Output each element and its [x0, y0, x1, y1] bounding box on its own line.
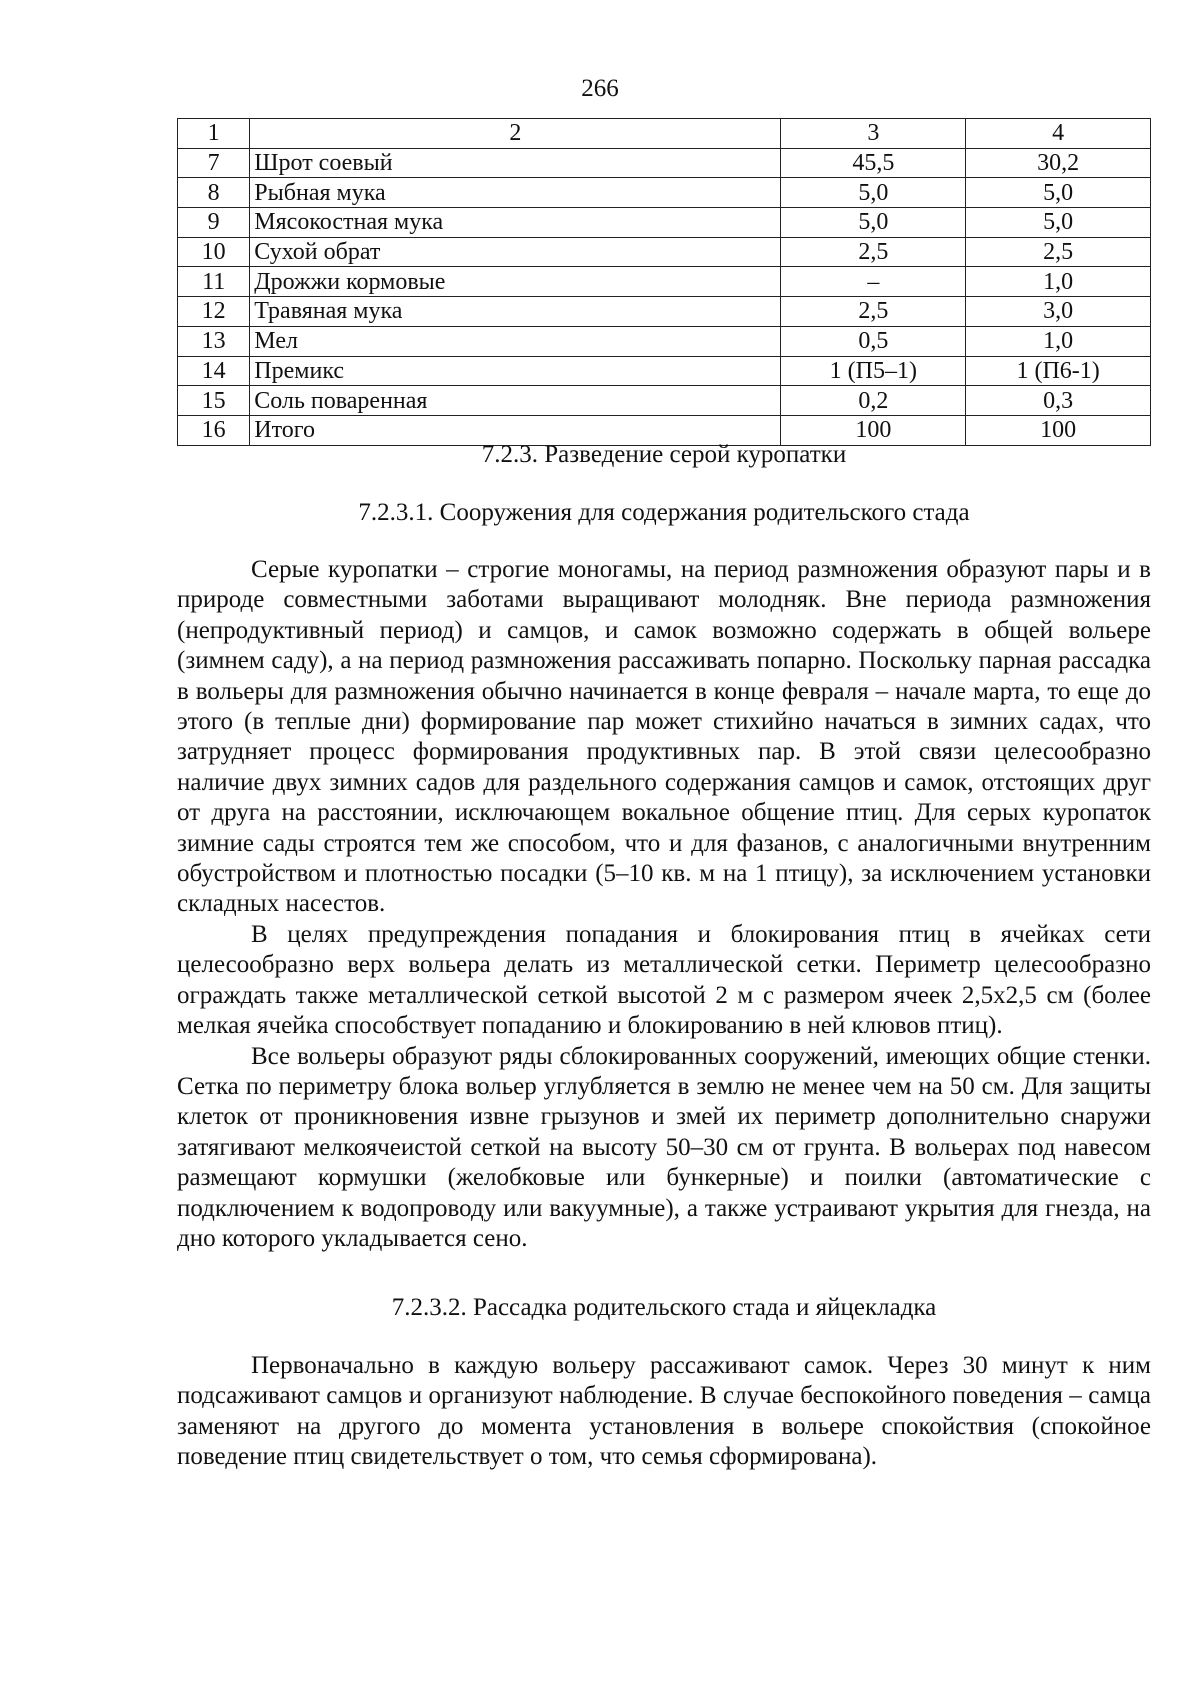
table-cell: Мел: [250, 326, 781, 356]
table-cell: 5,0: [966, 178, 1151, 208]
table-cell: –: [781, 267, 966, 297]
table-cell: 16: [178, 415, 250, 445]
table-row: [178, 237, 1151, 267]
table-cell: Мясокостная мука: [250, 208, 781, 238]
header-cell-3: 3: [781, 119, 966, 149]
table-row: [178, 208, 1151, 238]
table-cell: 14: [178, 356, 250, 386]
table-cell: 10: [178, 237, 250, 267]
table-cell: 2,5: [781, 297, 966, 327]
table-cell: 8: [178, 178, 250, 208]
table-cell: Шрот соевый: [250, 148, 781, 178]
table-cell: Травяная мука: [250, 297, 781, 327]
table-cell: 1,0: [966, 326, 1151, 356]
table-cell: 0,5: [781, 326, 966, 356]
table-cell: 13: [178, 326, 250, 356]
paragraph: В целях предупреждения попадания и блокирования птиц в ячейках сети целесообразно верх вольера делать из металлической сетки. Периметр целесообразно ограждать также металлической сеткой высотой 2 м с размером ячеек 2,5х2,5 см (более мелкая ячейка способствует попаданию и блокированию в ней клювов птиц).: [177, 920, 1151, 1040]
table-cell: Рыбная мука: [250, 178, 781, 208]
subsection-1-title: 7.2.3.1. Сооружения для содержания родительского стада: [358, 499, 970, 526]
table-row: [178, 297, 1151, 327]
table-cell: 2,5: [966, 237, 1151, 267]
table-header-row: [178, 119, 1151, 149]
table-cell: 1 (П6-1): [966, 356, 1151, 386]
table-row: [178, 148, 1151, 178]
table-row: [178, 386, 1151, 416]
table-cell: Итого: [250, 415, 781, 445]
table-cell: 9: [178, 208, 250, 238]
table-row: [178, 267, 1151, 297]
paragraph: Все вольеры образуют ряды сблокированных сооружений, имеющих общие стенки. Сетка по периметру блока вольер углубляется в землю не менее чем на 50 см. Для защиты клеток от проникновения извне грызунов и змей их периметр дополнительно снаружи затягивают мелкоячеистой сеткой на высоту 50–30 см от грунта. В вольерах под навесом размещают кормушки (желобковые или бункерные) и поилки (автоматические с подключением к водопроводу или вакуумные), а также устраивают укрытия для гнезда, на дно которого укладывается сено.: [177, 1042, 1151, 1252]
paragraph: Серые куропатки – строгие моногамы, на период размножения образуют пары и в природе совместными заботами выращивают молодняк. Вне периода размножения (непродуктивный период) и самцов, и самок возможно содержать в общей вольере (зимнем саду), а на период размножения рассаживать попарно. Поскольку парная рассадка в вольеры для размножения обычно начинается в конце февраля – начале марта, то еще до этого (в теплые дни) формирование пар может стихийно начаться в зимних садах, что затрудняет процесс формирования продуктивных пар. В этой связи целесообразно наличие двух зимних садов для раздельного содержания самцов и самок, отстоящих друг от друга на расстоянии, исключающем вокальное общение птиц. Для серых куропаток зимние сады строятся тем же способом, что и для фазанов, с аналогичными внутренним обустройством и плотностью посадки (5–10 кв. м на 1 птицу), за исключением установки складных насестов.: [177, 556, 1151, 918]
table-cell: Премикс: [250, 356, 781, 386]
table-cell: 30,2: [966, 148, 1151, 178]
paragraph: Первоначально в каждую вольеру рассаживают самок. Через 30 минут к ним подсаживают самцов и организуют наблюдение. В случае беспокойного поведения – самца заменяют на другого до момента установления в вольере спокойствия (спокойное поведение птиц свидетельствует о том, что семья сформирована).: [177, 1352, 1151, 1471]
table-row: [178, 178, 1151, 208]
table-cell: Сухой обрат: [250, 237, 781, 267]
header-cell-1: 1: [178, 119, 250, 149]
table-cell: Дрожжи кормовые: [250, 267, 781, 297]
table-cell: 0,2: [781, 386, 966, 416]
table-row: [178, 326, 1151, 356]
table-cell: 7: [178, 148, 250, 178]
subsection-1-body: [177, 555, 1151, 1254]
table-cell: 100: [966, 415, 1151, 445]
table-cell: 3,0: [966, 297, 1151, 327]
header-cell-2: 2: [250, 119, 781, 149]
table-cell: 100: [781, 415, 966, 445]
header-cell-4: 4: [966, 119, 1151, 149]
table-row: [178, 356, 1151, 386]
subsection-2-title: 7.2.3.2. Рассадка родительского стада и яйцекладка: [391, 1294, 937, 1321]
table-cell: 0,3: [966, 386, 1151, 416]
subsection-2-body: [177, 1351, 1151, 1473]
table-cell: 1,0: [966, 267, 1151, 297]
table-cell: 5,0: [781, 208, 966, 238]
table-cell: 15: [178, 386, 250, 416]
page-number: 266: [581, 75, 619, 102]
section-title: 7.2.3. Разведение серой куропатки: [481, 441, 847, 468]
table-cell: 2,5: [781, 237, 966, 267]
table-cell: 5,0: [966, 208, 1151, 238]
feed-ration-table: [177, 118, 1151, 446]
table-cell: 11: [178, 267, 250, 297]
table-cell: 5,0: [781, 178, 966, 208]
table-cell: 12: [178, 297, 250, 327]
table-cell: 45,5: [781, 148, 966, 178]
table-cell: 1 (П5–1): [781, 356, 966, 386]
table-cell: Соль поваренная: [250, 386, 781, 416]
